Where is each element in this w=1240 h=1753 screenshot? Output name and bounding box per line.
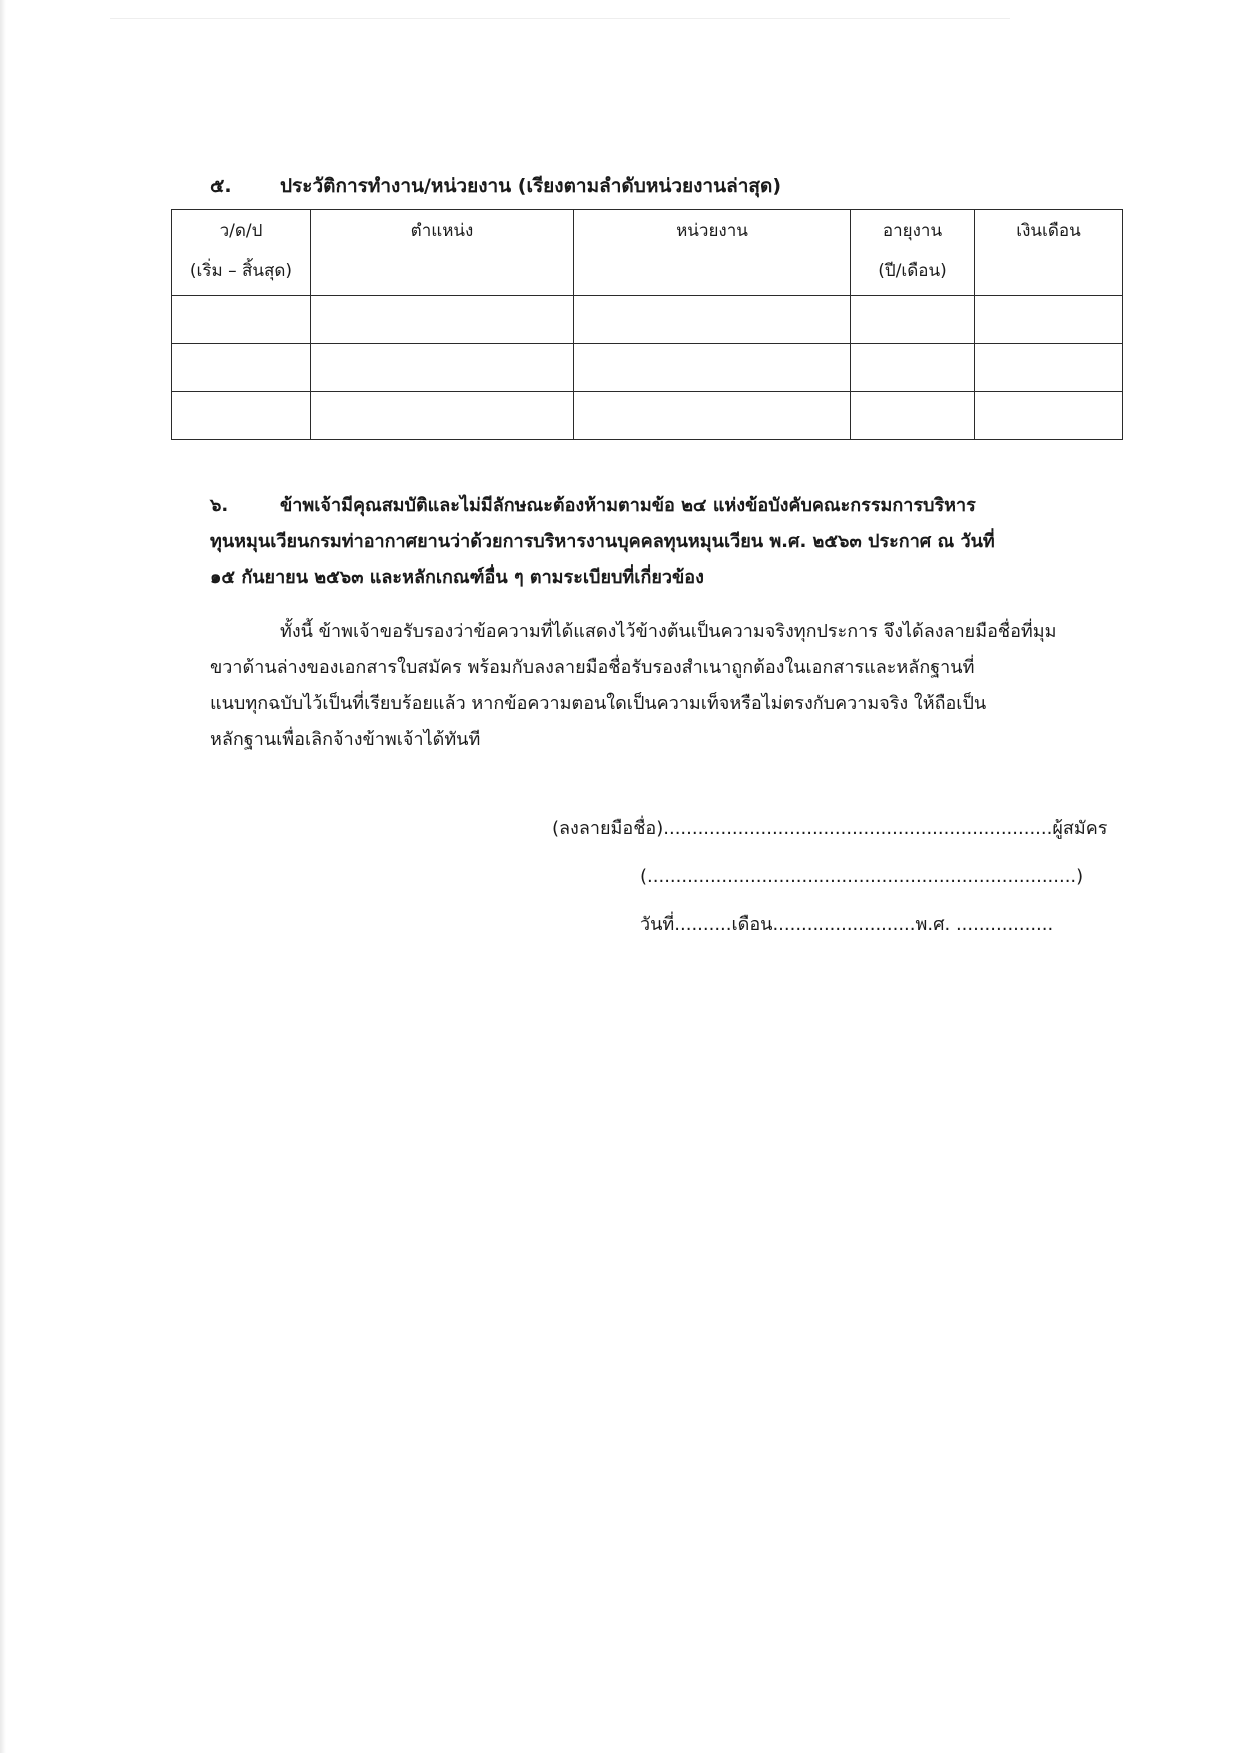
declaration-line-3: แนบทุกฉบับไว้เป็นที่เรียบร้อยแล้ว หากข้อความตอนใดเป็นความเท็จหรือไม่ตรงกับความจริง ให้ถือเป็น: [210, 693, 987, 714]
declaration-line-2: ขวาด้านล่างของเอกสารใบสมัคร พร้อมกับลงลายมือชื่อรับรองสำเนาถูกต้องในเอกสารและหลักฐานที่: [210, 657, 975, 678]
header-tenure: อายุงาน (ปี/เดือน): [851, 210, 975, 296]
header-salary: เงินเดือน: [975, 210, 1123, 296]
printed-name-field[interactable]: (...........................................................................): [640, 866, 1084, 887]
table-cell[interactable]: [975, 296, 1123, 344]
table-cell[interactable]: [851, 344, 975, 392]
section-6-line-3: ๑๕ กันยายน ๒๕๖๓ และหลักเกณฑ์อื่น ๆ ตามระเบียบที่เกี่ยวข้อง: [210, 567, 704, 588]
table-cell[interactable]: [851, 296, 975, 344]
table-row: [172, 392, 1123, 440]
work-history-table: [171, 209, 1123, 440]
header-agency: หน่วยงาน: [574, 210, 851, 296]
section-6-paragraph: [210, 488, 1090, 596]
header-date: ว/ด/ป (เริ่ม – สิ้นสุด): [172, 210, 311, 296]
table-row: [172, 344, 1123, 392]
table-cell[interactable]: [311, 392, 574, 440]
scan-edge: [0, 0, 6, 1753]
table-cell[interactable]: [172, 344, 311, 392]
section-6-number: ๖.: [210, 495, 229, 516]
signature-field[interactable]: (ลงลายมือชื่อ)....................................................................ผู้สมัคร: [552, 818, 1108, 839]
table-cell[interactable]: [172, 392, 311, 440]
scan-edge-top: [110, 18, 1010, 19]
table-header-row: [172, 210, 1123, 296]
declaration-line-1: ทั้งนี้ ข้าพเจ้าขอรับรองว่าข้อความที่ได้แสดงไว้ข้างต้นเป็นความจริงทุกประการ จึงได้ลงลายมือชื่อที่มุม: [280, 621, 1057, 642]
table-cell[interactable]: [574, 392, 851, 440]
section-5-title: ประวัติการทำงาน/หน่วยงาน (เรียงตามลำดับหน่วยงานล่าสุด): [280, 175, 782, 197]
table-cell[interactable]: [975, 344, 1123, 392]
section-6-row-1: [210, 488, 1090, 524]
declaration-paragraph: [210, 614, 1090, 758]
table-cell[interactable]: [574, 296, 851, 344]
table-cell[interactable]: [975, 392, 1123, 440]
section-6-line-1: ข้าพเจ้ามีคุณสมบัติและไม่มีลักษณะต้องห้ามตามข้อ ๒๔ แห่งข้อบังคับคณะกรรมการบริหาร: [280, 495, 976, 516]
section-5-heading: [210, 168, 1110, 204]
section-6-line-2: ทุนหมุนเวียนกรมท่าอากาศยานว่าด้วยการบริหารงานบุคคลทุนหมุนเวียน พ.ศ. ๒๕๖๓ ประกาศ ณ วันที่: [210, 531, 995, 552]
table-cell[interactable]: [172, 296, 311, 344]
table-cell[interactable]: [311, 344, 574, 392]
date-field[interactable]: วันที่..........เดือน.........................พ.ศ. .................: [640, 914, 1054, 935]
declaration-line-4: หลักฐานเพื่อเลิกจ้างข้าพเจ้าได้ทันที: [210, 729, 481, 750]
header-position: ตำแหน่ง: [311, 210, 574, 296]
section-5-number: ๕.: [210, 175, 232, 197]
table-row: [172, 296, 1123, 344]
table-cell[interactable]: [574, 344, 851, 392]
table-cell[interactable]: [851, 392, 975, 440]
table-cell[interactable]: [311, 296, 574, 344]
